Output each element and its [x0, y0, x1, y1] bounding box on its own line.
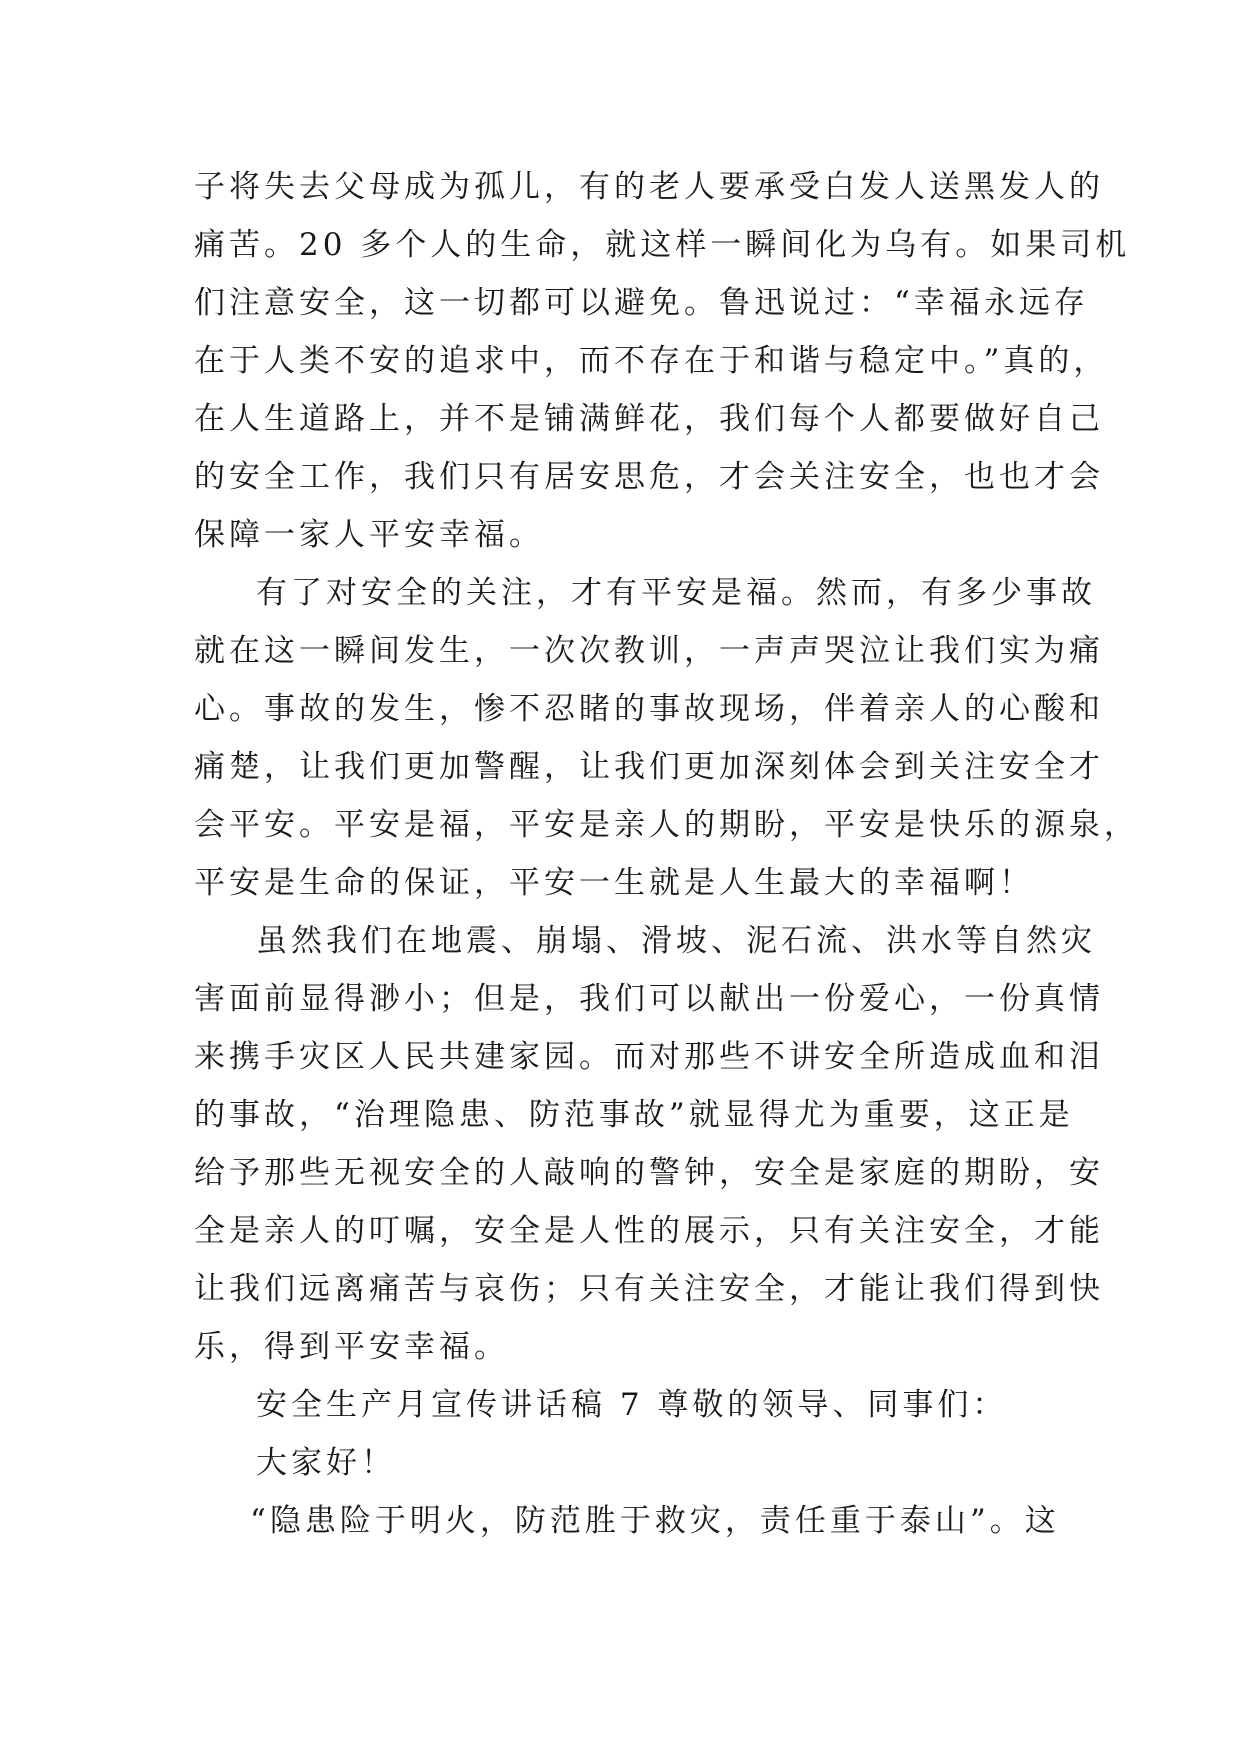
text-line: 乐，得到平安幸福。 — [194, 1329, 509, 1365]
paragraph-start-line: 虽然我们在地震、崩塌、滑坡、泥石流、洪水等自然灾 — [256, 923, 1096, 959]
greeting-line: 大家好！ — [256, 1445, 396, 1481]
text-line: 的安全工作，我们只有居安思危，才会关注安全，也也才会 — [194, 459, 1104, 495]
text-line: 全是亲人的叮嘱，安全是人性的展示，只有关注安全，才能 — [194, 1213, 1104, 1249]
text-line: 们注意安全，这一切都可以避免。鲁迅说过：“幸福永远存 — [194, 285, 1089, 321]
text-line: 痛楚，让我们更加警醒，让我们更加深刻体会到关注安全才 — [194, 749, 1104, 785]
document-body — [194, 158, 1139, 1550]
text-line: 平安是生命的保证，平安一生就是人生最大的幸福啊！ — [194, 865, 1034, 901]
text-line: 保障一家人平安幸福。 — [194, 517, 544, 553]
paragraph-start-line: 有了对安全的关注，才有平安是福。然而，有多少事故 — [256, 575, 1096, 611]
text-line: 在人生道路上，并不是铺满鲜花，我们每个人都要做好自己 — [194, 401, 1104, 437]
text-line: 痛苦。20 多个人的生命，就这样一瞬间化为乌有。如果司机 — [194, 227, 1131, 263]
text-line: 给予那些无视安全的人敲响的警钟，安全是家庭的期盼，安 — [194, 1155, 1104, 1191]
text-line: 的事故，“治理隐患、防范事故”就显得尤为重要，这正是 — [194, 1097, 1074, 1133]
text-line: 会平安。平安是福，平安是亲人的期盼，平安是快乐的源泉， — [194, 807, 1139, 843]
text-line: 心。事故的发生，惨不忍睹的事故现场，伴着亲人的心酸和 — [194, 691, 1104, 727]
text-line: 就在这一瞬间发生，一次次教训，一声声哭泣让我们实为痛 — [194, 633, 1104, 669]
text-line: 害面前显得渺小；但是，我们可以献出一份爱心，一份真情 — [194, 981, 1104, 1017]
paragraph-start-line: “隐患险于明火，防范胜于救灾，责任重于泰山”。这 — [250, 1503, 1060, 1539]
text-line: 在于人类不安的追求中，而不存在于和谐与稳定中。”真的， — [194, 343, 1109, 379]
text-line: 来携手灾区人民共建家园。而对那些不讲安全所造成血和泪 — [194, 1039, 1104, 1075]
text-line: 让我们远离痛苦与哀伤；只有关注安全，才能让我们得到快 — [194, 1271, 1104, 1307]
text-line: 子将失去父母成为孤儿，有的老人要承受白发人送黑发人的 — [194, 169, 1104, 205]
section-heading-line: 安全生产月宣传讲话稿 7 尊敬的领导、同事们： — [256, 1387, 1008, 1423]
